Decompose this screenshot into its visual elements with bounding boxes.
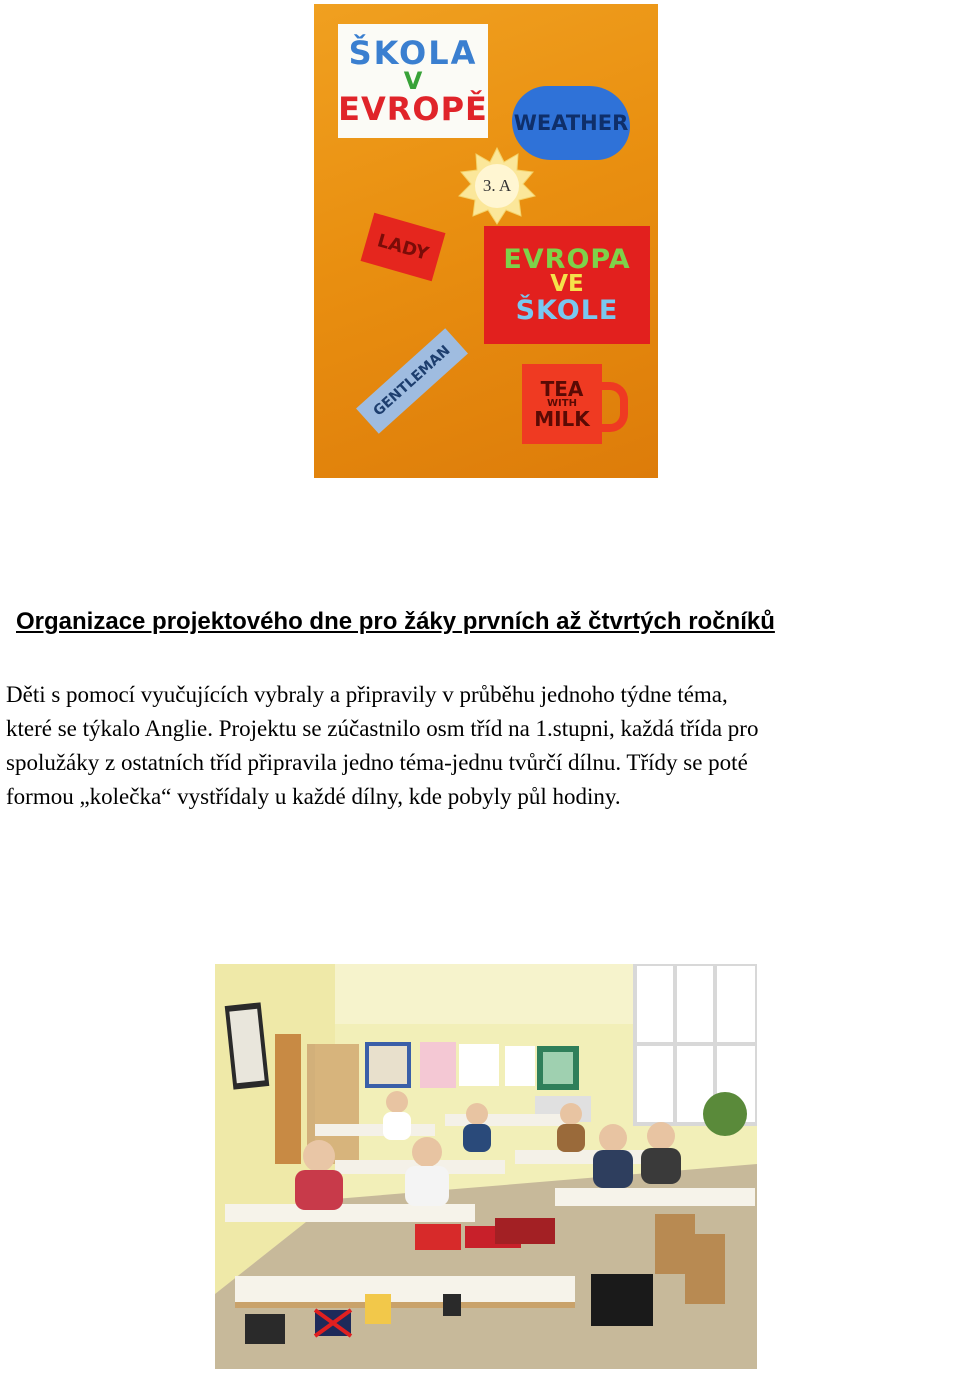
tea-with-milk-mug bbox=[522, 364, 602, 444]
paragraph-line: spolužáky z ostatních tříd připravila jedno téma-jednu tvůrčí dílnu. Třídy se poté bbox=[6, 750, 748, 775]
gentleman-card bbox=[356, 328, 468, 434]
tea-line-2: WITH bbox=[547, 398, 577, 409]
skola-line-2: V bbox=[403, 67, 423, 95]
skola-line-1: ŠKOLA bbox=[348, 34, 478, 72]
lady-label: LADY bbox=[375, 229, 431, 265]
body-paragraph bbox=[6, 678, 956, 814]
class-label: 3. A bbox=[482, 176, 512, 195]
mug-handle bbox=[600, 382, 628, 432]
section-title: Organizace projektového dne pro žáky prvních až čtvrtých ročníků bbox=[16, 608, 775, 635]
evropa-line-2: VE bbox=[550, 271, 584, 298]
poster-photo bbox=[314, 4, 658, 478]
skola-v-evrope-card bbox=[338, 24, 488, 138]
tea-line-3: MILK bbox=[534, 407, 590, 431]
skola-line-3: EVROPĚ bbox=[338, 90, 488, 128]
lady-card bbox=[361, 213, 446, 281]
evropa-line-3: ŠKOLE bbox=[515, 294, 619, 326]
paragraph-line: formou „kolečka“ vystřídaly u každé dílny, kde pobyly půl hodiny. bbox=[6, 784, 621, 809]
paragraph-line: Děti s pomocí vyučujících vybraly a připravily v průběhu jednoho týdne téma, bbox=[6, 682, 728, 707]
weather-label: WEATHER bbox=[513, 111, 629, 135]
gentleman-label: GENTLEMAN bbox=[370, 342, 454, 420]
tea-line-1: TEA bbox=[540, 377, 584, 401]
paragraph-line: které se týkalo Anglie. Projektu se zúčastnilo osm tříd na 1.stupni, každá třída pro bbox=[6, 716, 759, 741]
classroom-photo bbox=[215, 964, 757, 1369]
evropa-ve-skole-card bbox=[484, 226, 650, 344]
classroom-scene bbox=[215, 964, 757, 1369]
sun-icon bbox=[457, 146, 537, 226]
evropa-line-1: EVROPA bbox=[503, 243, 631, 275]
